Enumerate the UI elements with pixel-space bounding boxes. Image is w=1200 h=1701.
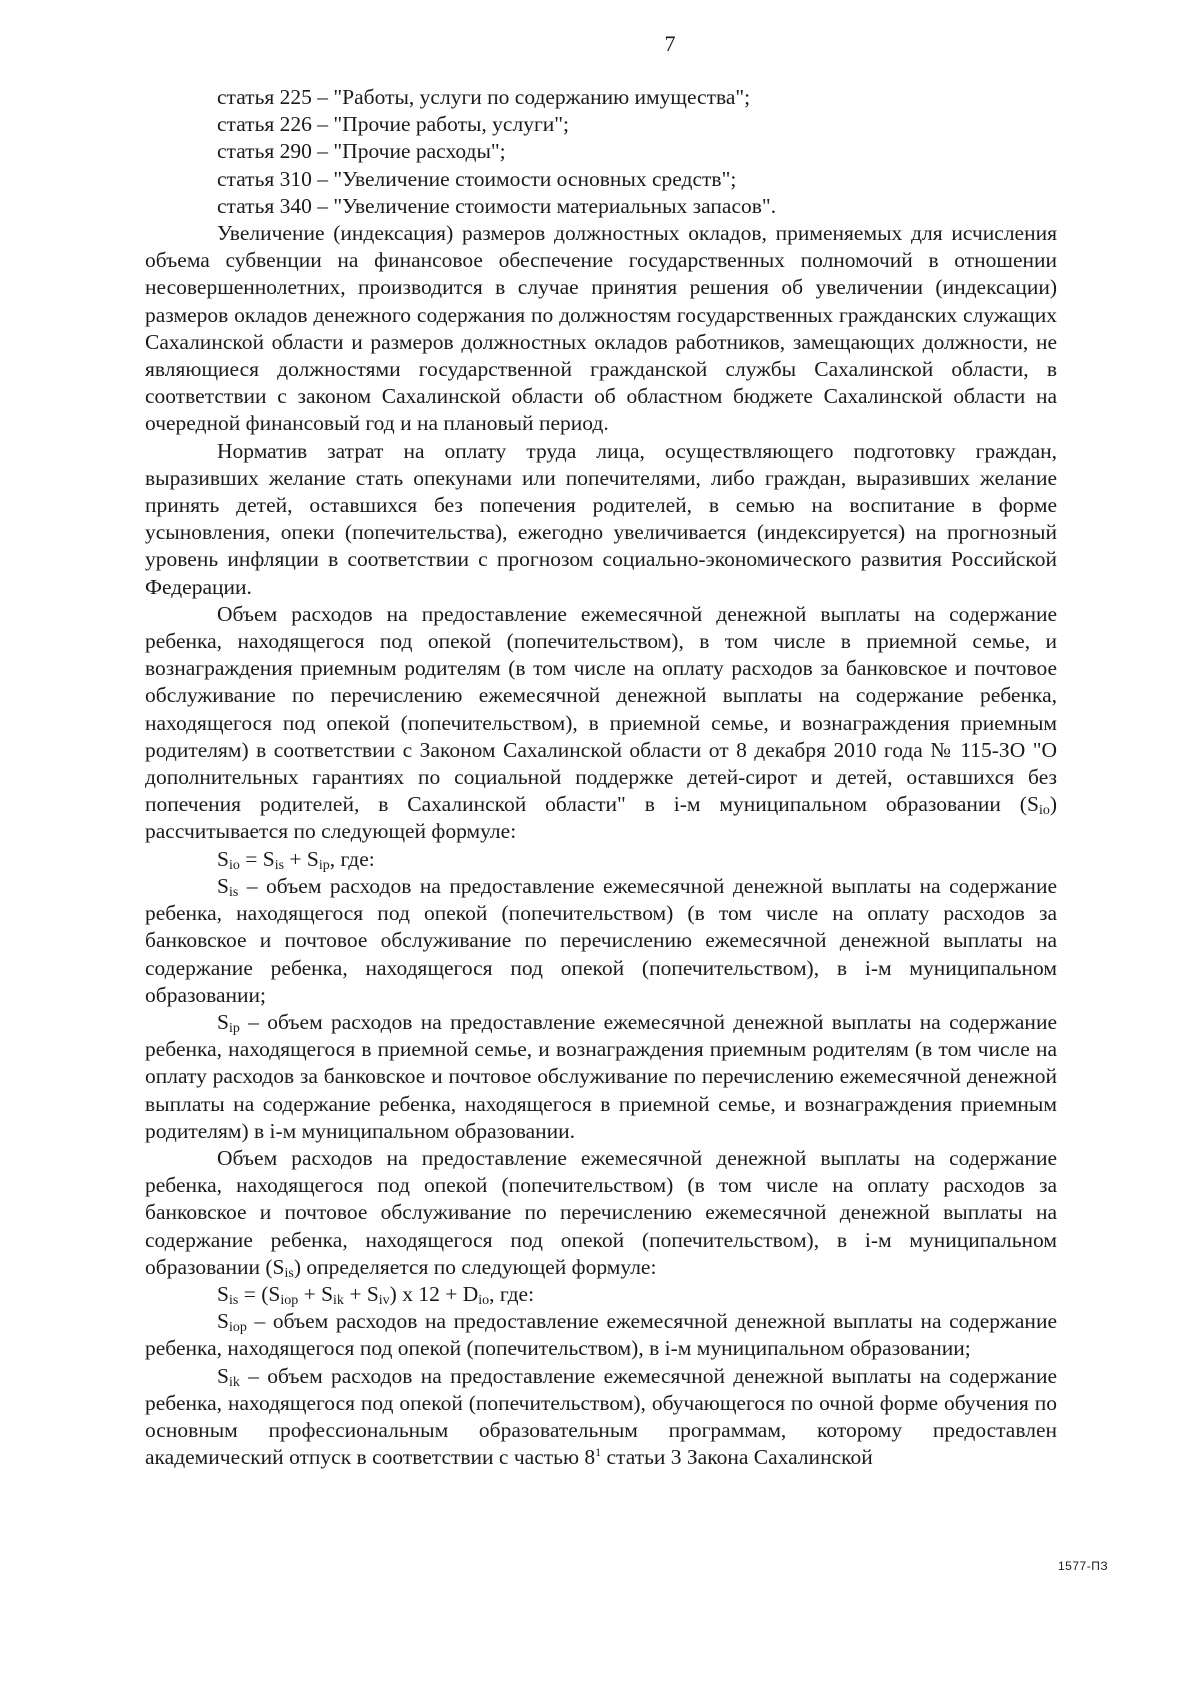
paragraph-indexation: Увеличение (индексация) размеров должностных окладов, применяемых для исчисления объема субвенции на финансовое обеспечение государственных полномочий в отношении несовершеннолетних, производится в случае принятия решения об увеличении (индексации) размеров окладов денежного содержания по должностям государственных гражданских служащих Сахалинской области и размеров должностных окладов работников, замещающих должности, не являющиеся должностями государственной гражданской службы Сахалинской области, в соответствии с законом Сахалинской области об областном бюджете Сахалинской области на очередной финансовый год и на плановый период.: [145, 221, 1057, 436]
document-code: 1577-ПЗ: [1058, 1559, 1109, 1573]
definition-sik: $S_{ik}$ – объем расходов на предоставление ежемесячной денежной выплаты на содержание ребенка, находящегося под опекой (попечительством), обучающегося по очной форме обучения по основным профессиональным образовательным программам, которому предоставлен академический отпуск в соответствии с частью $8^1$ статьи 3 Закона Сахалинской: [145, 1363, 1057, 1470]
paragraph-labor-norm: Норматив затрат на оплату труда лица, осуществляющего подготовку граждан, выразивших желание стать опекунами или попечителями, либо граждан, выразивших желание принять детей, оставшихся без попечения родителей, в семью на воспитание в форме усыновления, опеки (попечительства), ежегодно увеличивается (индексируется) на прогнозный уровень инфляции в соответствии с прогнозом социально-экономического развития Российской Федерации.: [145, 438, 1057, 599]
article-225: статья 225 – "Работы, услуги по содержанию имущества";: [217, 85, 751, 109]
article-310: статья 310 – "Увеличение стоимости основных средств";: [217, 166, 737, 191]
paragraph-sis-volume: Объем расходов на предоставление ежемесячной денежной выплаты на содержание ребенка, находящегося под опекой (попечительством) (в том числе на оплату расходов за банковское и почтовое обслуживание по перечислению ежемесячной денежной выплаты на содержание ребенка, находящегося под опекой (попечительством), в i-м муниципальном образовании $(S_{is})$ определяется по следующей формуле:: [145, 1145, 1057, 1281]
formula-sio: $S_{io} = S_{is} + S_{ip}$, где:: [217, 846, 375, 873]
definition-sis: $S_{is}$ – объем расходов на предоставление ежемесячной денежной выплаты на содержание ребенка, находящегося под опекой (попечительством) (в том числе на оплату расходов за банковское и почтовое обслуживание по перечислению ежемесячной денежной выплаты на содержание ребенка, находящегося под опекой (попечительством), в i-м муниципальном образовании;: [145, 873, 1057, 1007]
page-number: 7: [664, 31, 676, 56]
definition-siop: $S_{iop}$ – объем расходов на предоставление ежемесячной денежной выплаты на содержание ребенка, находящегося под опекой (попечительством), в i-м муниципальном образовании;: [145, 1309, 1057, 1361]
document-body: [145, 84, 1057, 1471]
article-226: статья 226 – "Прочие работы, услуги";: [217, 112, 570, 137]
paragraph-expense-volume: Объем расходов на предоставление ежемесячной денежной выплаты на содержание ребенка, находящегося под опекой (попечительством), в том числе в приемной семье, и вознаграждения приемным родителям (в том числе на оплату расходов за банковское и почтовое обслуживание по перечислению ежемесячной денежной выплаты на содержание ребенка, находящегося под опекой (попечительством), в приемной семье, и вознаграждения приемным родителям) в соответствии с Законом Сахалинской области от 8 декабря 2010 года № 115-ЗО "О дополнительных гарантиях по социальной поддержке детей-сирот и детей, оставшихся без попечения родителей, в Сахалинской области" в i-м муниципальном образовании $(S_{io})$ рассчитывается по следующей формуле:: [145, 601, 1057, 844]
article-290: статья 290 – "Прочие расходы";: [217, 139, 506, 164]
formula-sis: $S_{is} = (S_{iop} + S_{ik} + S_{iv})$ х $12 + D_{io}$, где:: [217, 1281, 535, 1308]
definition-sip: $S_{ip}$ – объем расходов на предоставление ежемесячной денежной выплаты на содержание ребенка, находящегося в приемной семье, и вознаграждения приемным родителям (в том числе на оплату расходов за банковское и почтовое обслуживание по перечислению ежемесячной денежной выплаты на содержание ребенка, находящегося в приемной семье, и вознаграждения приемным родителям) в i-м муниципальном образовании.: [145, 1009, 1057, 1143]
article-340: статья 340 – "Увеличение стоимости материальных запасов".: [217, 193, 777, 218]
